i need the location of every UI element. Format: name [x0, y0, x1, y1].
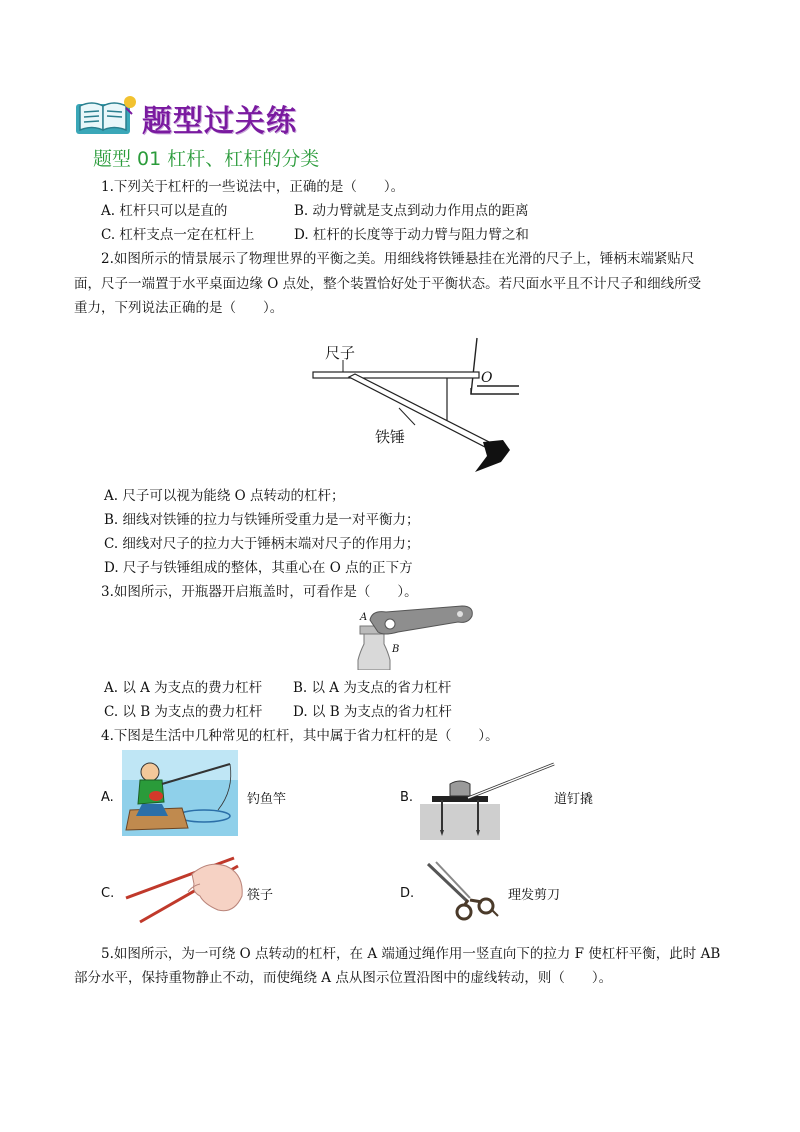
q2-option-a: A. 尺子可以视为能绕 O 点转动的杠杆；	[104, 488, 345, 504]
q2-label-o: O	[481, 370, 493, 386]
banner-title: 题型过关练	[142, 104, 297, 139]
q4-image-scissors	[424, 860, 500, 924]
q4-option-d-name: 理发剪刀	[508, 888, 561, 903]
q3-option-b: B. 以 A 为支点的省力杠杆	[293, 680, 452, 696]
q2-figure-ruler-hammer	[305, 330, 525, 480]
q4-option-d-letter: D.	[400, 886, 415, 901]
q3-option-c: C. 以 B 为支点的费力杠杆	[104, 704, 263, 720]
q2-stem-line2: 面，尺子一端置于水平桌面边缘 O 点处，整个装置恰好处于平衡状态。若尺面水平且不计尺子和细线所受	[74, 276, 702, 292]
q1-option-d: D. 杠杆的长度等于动力臂与阻力臂之和	[294, 227, 529, 243]
q4-option-a-name: 钓鱼竿	[247, 792, 287, 807]
q4-option-c-letter: C.	[101, 886, 115, 901]
banner	[74, 92, 334, 142]
q3-label-b: B	[392, 644, 400, 655]
q4-option-b-letter: B.	[400, 790, 414, 805]
q4-option-a-letter: A.	[101, 790, 114, 805]
q1-option-c: C. 杠杆支点一定在杠杆上	[101, 227, 255, 243]
q2-option-c: C. 细线对尺子的拉力大于锤柄末端对尺子的作用力；	[104, 536, 420, 552]
q1-option-b: B. 动力臂就是支点到动力作用点的距离	[294, 203, 529, 219]
q2-option-d: D. 尺子与铁锤组成的整体，其重心在 O 点的正下方	[104, 560, 413, 576]
q4-image-fishing-rod	[122, 750, 238, 836]
q5-stem-line2: 部分水平，保持重物静止不动，而使绳绕 A 点从图示位置沿图中的虚线转动，则（ ）。	[74, 970, 613, 986]
q2-stem-line3: 重力，下列说法正确的是（ ）。	[74, 300, 284, 316]
section-title: 题型 01 杠杆、杠杆的分类	[93, 148, 320, 170]
q3-label-a: A	[360, 612, 368, 623]
q2-stem-line1: 2.如图所示的情景展示了物理世界的平衡之美。用细线将铁锤悬挂在光滑的尺子上，锤柄末端紧贴尺	[101, 251, 695, 267]
q4-stem: 4.下图是生活中几种常见的杠杆，其中属于省力杠杆的是（ ）。	[101, 728, 499, 744]
q1-stem: 1.下列关于杠杆的一些说法中，正确的是（ ）。	[101, 179, 405, 195]
q2-label-hammer: 铁锤	[375, 428, 406, 446]
q4-option-b-name: 道钉撬	[554, 792, 594, 807]
q3-option-a: A. 以 A 为支点的费力杠杆	[104, 680, 263, 696]
q2-label-ruler: 尺子	[325, 344, 356, 362]
q1-option-a: A. 杠杆只可以是直的	[101, 203, 228, 219]
q4-image-spike-puller	[420, 760, 560, 840]
q3-option-d: D. 以 B 为支点的省力杠杆	[293, 704, 452, 720]
book-icon	[74, 94, 138, 138]
q3-stem: 3.如图所示，开瓶器开启瓶盖时，可看作是（ ）。	[101, 584, 418, 600]
q4-option-c-name: 筷子	[247, 888, 274, 903]
q3-figure-bottle-opener	[350, 602, 480, 670]
q2-option-b: B. 细线对铁锤的拉力与铁锤所受重力是一对平衡力；	[104, 512, 420, 528]
q5-stem-line1: 5.如图所示，为一可绕 O 点转动的杠杆，在 A 端通过绳作用一竖直向下的拉力 F 使杠杆平衡，此时 AB	[101, 946, 721, 962]
q4-image-chopsticks	[122, 852, 246, 924]
